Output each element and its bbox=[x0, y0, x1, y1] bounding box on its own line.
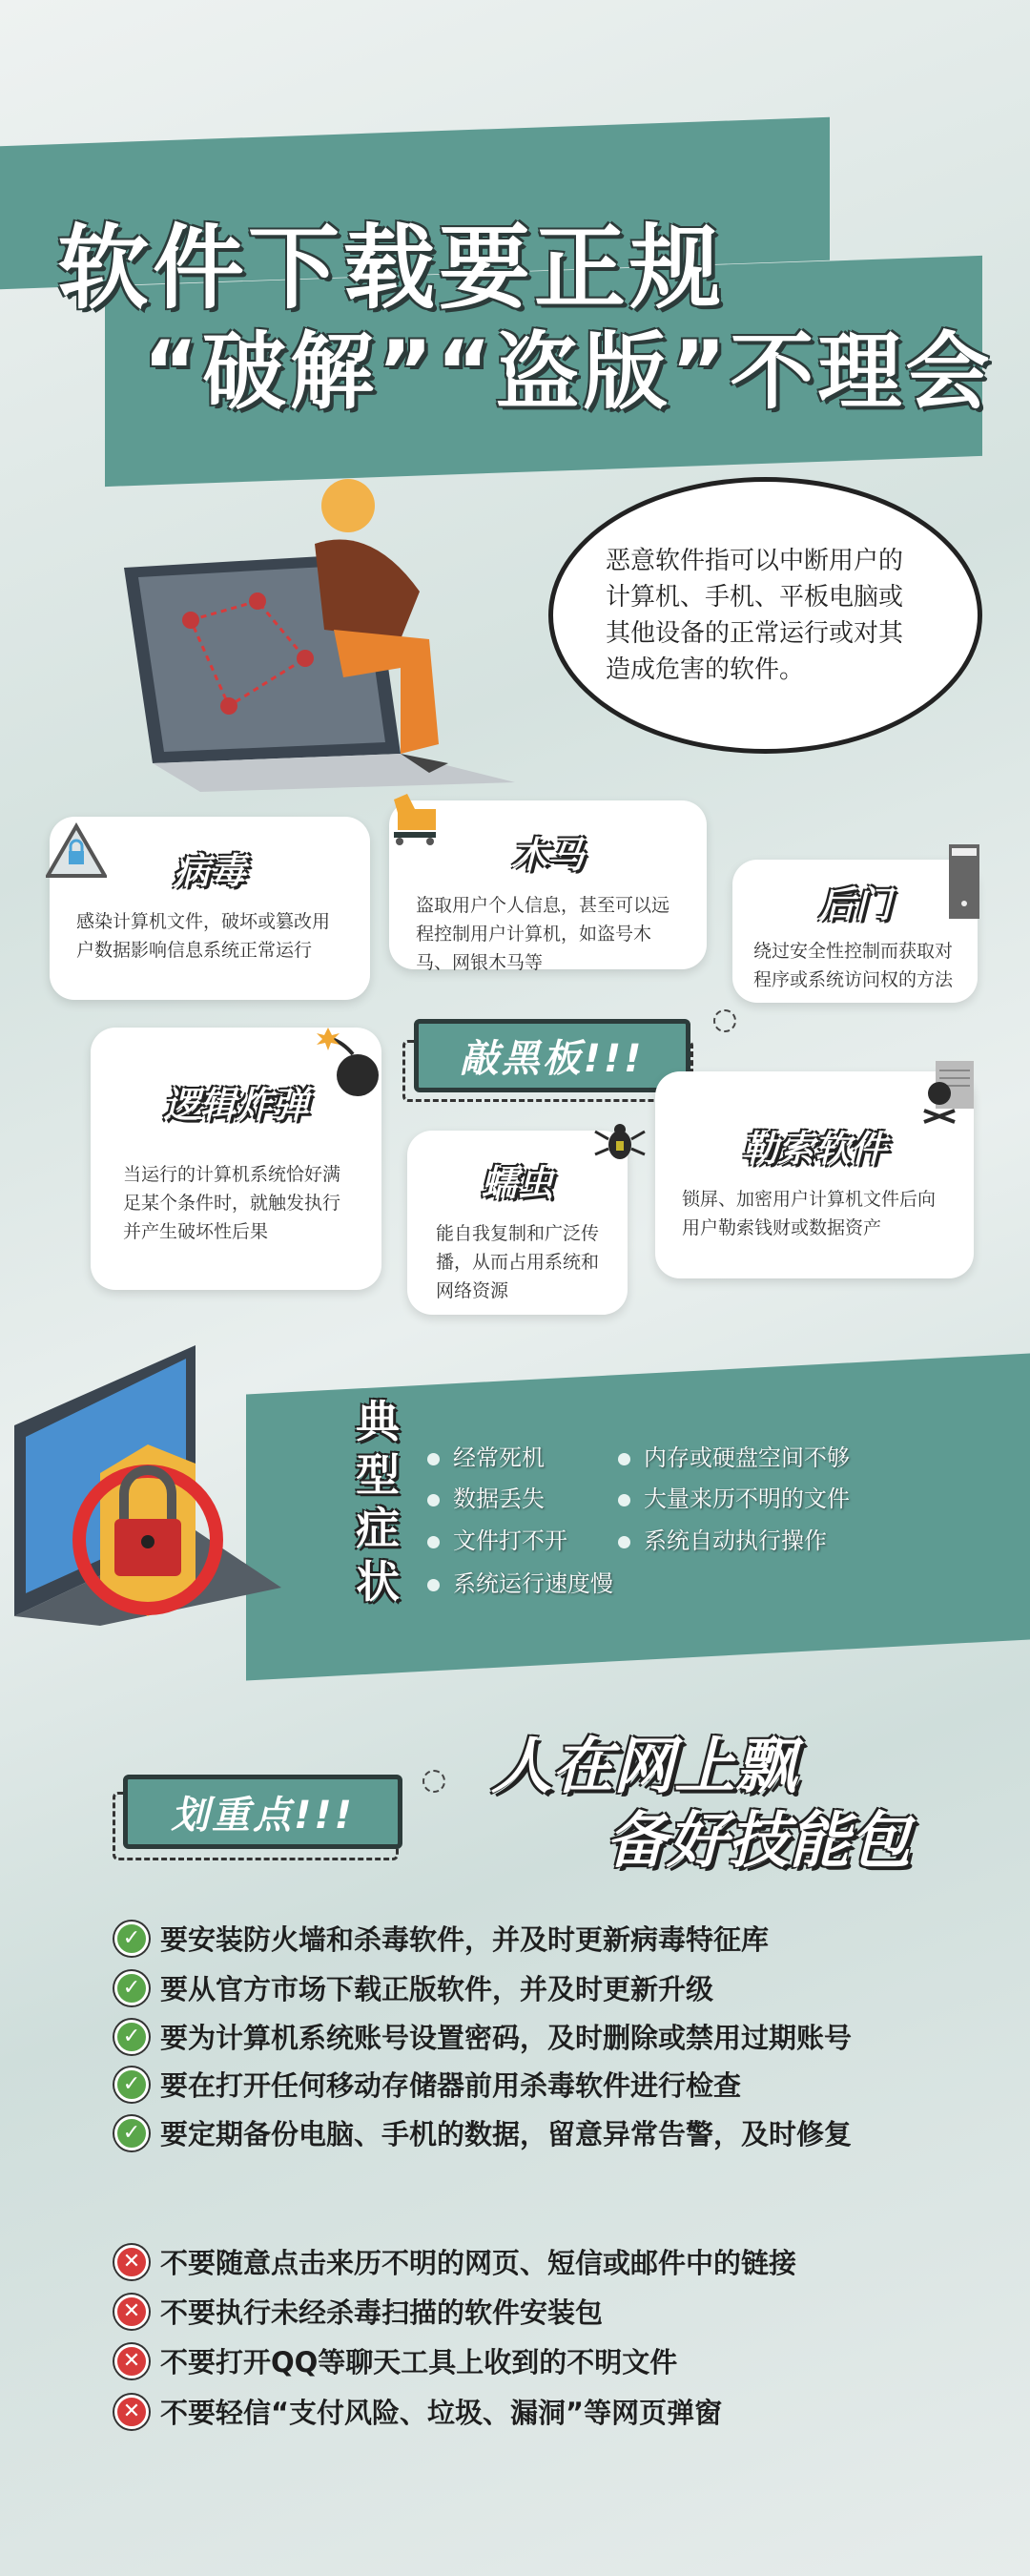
card-text: 当运行的计算机系统恰好满足某个条件时，就触发执行并产生破坏性后果 bbox=[123, 1164, 341, 1242]
symptom-item: 文件打不开 bbox=[427, 1522, 567, 1555]
dont-text: 不要执行未经杀毒扫描的软件安装包 bbox=[160, 2296, 604, 2329]
check-icon: ✓ bbox=[114, 2020, 149, 2054]
symptoms-heading bbox=[351, 1395, 404, 1609]
knock-board-label: 敲黑板!!! bbox=[414, 1019, 690, 1092]
dashed-circle bbox=[422, 1770, 445, 1793]
page-title: 软件下载要正规 bbox=[57, 215, 725, 322]
do-text: 要安装防火墙和杀毒软件，并及时更新病毒特征库 bbox=[160, 1923, 770, 1956]
heading-char: 典 bbox=[356, 1396, 400, 1447]
card-text: 感染计算机文件，破坏或篡改用户数据影响信息系统正常运行 bbox=[76, 911, 331, 961]
heading-char: 症 bbox=[356, 1503, 400, 1554]
check-icon: ✓ bbox=[114, 2116, 149, 2150]
dont-text: 不要轻信“支付风险、垃圾、漏洞”等网页弹窗 bbox=[160, 2397, 723, 2429]
do-item bbox=[114, 2065, 741, 2104]
do-item bbox=[114, 1919, 769, 1958]
do-item bbox=[114, 2113, 852, 2152]
toy-horse-icon bbox=[386, 790, 443, 847]
symptom-item: 数据丢失 bbox=[427, 1480, 545, 1513]
cross-icon: ✕ bbox=[114, 2295, 149, 2329]
symptom-item: 大量来历不明的文件 bbox=[618, 1480, 850, 1513]
malware-definition: 恶意软件指可以中断用户的计算机、手机、平板电脑或其他设备的正常运行或对其造成危害的软件。 bbox=[606, 547, 904, 684]
card-title: 蠕虫 bbox=[481, 1162, 554, 1204]
skull-document-icon bbox=[920, 1059, 978, 1126]
dont-item bbox=[114, 2392, 722, 2431]
card-text: 锁屏、加密用户计算机文件后向用户勒索钱财或数据资产 bbox=[682, 1189, 937, 1238]
server-icon bbox=[949, 844, 979, 919]
bug-icon bbox=[593, 1116, 647, 1170]
check-icon: ✓ bbox=[114, 1971, 149, 2005]
card-title: 后门 bbox=[818, 883, 892, 925]
dont-item bbox=[114, 2341, 677, 2380]
card-text: 绕过安全性控制而获取对程序或系统访问权的方法 bbox=[753, 941, 954, 990]
card-title: 勒索软件 bbox=[741, 1128, 887, 1170]
symptom-item: 内存或硬盘空间不够 bbox=[618, 1439, 850, 1472]
cross-icon: ✕ bbox=[114, 2395, 149, 2429]
page-subtitle: “破解”“盗版”不理会 bbox=[143, 322, 994, 421]
key-points-label: 划重点!!! bbox=[123, 1775, 402, 1849]
card-title: 木马 bbox=[511, 834, 585, 876]
locked-laptop-illustration bbox=[5, 1340, 281, 1626]
do-text: 要从官方市场下载正版软件，并及时更新升级 bbox=[160, 1973, 714, 2005]
hacker-laptop-illustration bbox=[114, 477, 572, 792]
dont-text: 不要打开QQ等聊天工具上收到的不明文件 bbox=[160, 2346, 678, 2379]
heading-char: 型 bbox=[356, 1449, 400, 1501]
speech-bubble bbox=[548, 477, 982, 754]
dashed-circle bbox=[713, 1009, 736, 1032]
slogan-line-2: 备好技能包 bbox=[606, 1806, 911, 1877]
dont-text: 不要随意点击来历不明的网页、短信或邮件中的链接 bbox=[160, 2247, 797, 2279]
check-icon: ✓ bbox=[114, 2067, 149, 2102]
do-text: 要在打开任何移动存储器前用杀毒软件进行检查 bbox=[160, 2069, 742, 2102]
slogan-line-1: 人在网上飘 bbox=[491, 1732, 796, 1802]
do-text: 要为计算机系统账号设置密码，及时删除或禁用过期账号 bbox=[160, 2022, 853, 2054]
do-item bbox=[114, 1968, 713, 2007]
dont-item bbox=[114, 2242, 796, 2281]
dont-item bbox=[114, 2292, 603, 2331]
card-text: 能自我复制和广泛传播，从而占用系统和网络资源 bbox=[436, 1223, 600, 1301]
do-item bbox=[114, 2017, 852, 2056]
card-backdoor bbox=[732, 860, 978, 1003]
card-title: 逻辑炸弹 bbox=[163, 1084, 309, 1126]
symptom-item: 系统运行速度慢 bbox=[427, 1565, 613, 1598]
card-text: 盗取用户个人信息，甚至可以远程控制用户计算机，如盗号木马、网银木马等 bbox=[416, 895, 670, 973]
do-text: 要定期备份电脑、手机的数据，留意异常告警，及时修复 bbox=[160, 2118, 853, 2150]
cross-icon: ✕ bbox=[114, 2344, 149, 2379]
cross-icon: ✕ bbox=[114, 2245, 149, 2279]
symptom-item: 系统自动执行操作 bbox=[618, 1522, 827, 1555]
check-icon: ✓ bbox=[114, 1922, 149, 1956]
heading-char: 状 bbox=[356, 1556, 400, 1608]
bomb-icon bbox=[315, 1026, 381, 1102]
card-title: 病毒 bbox=[173, 850, 246, 892]
lock-warning-icon bbox=[46, 822, 107, 880]
symptom-item: 经常死机 bbox=[427, 1439, 545, 1472]
